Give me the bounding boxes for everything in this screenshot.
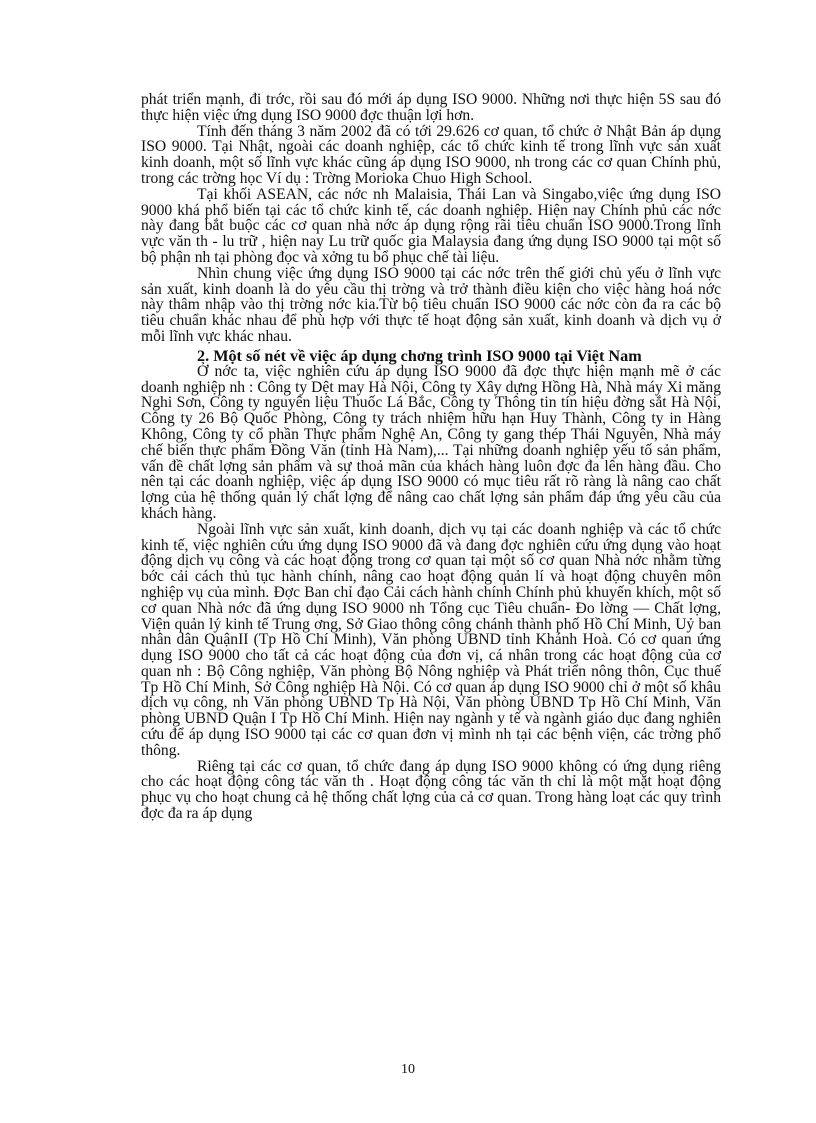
paragraph-1: phát triển mạnh, đi trớc, rồi sau đó mới áp dụng ISO 9000. Những nơi thực hiện 5S sau đó thực hiện việc ứng dụng ISO 9000 đợc thuận lợi hơn. [141, 91, 721, 124]
paragraph-5: Ở nớc ta, việc nghiên cứu áp dụng ISO 9000 đã đợc thực hiện mạnh mẽ ở các doanh nghiệp nh : Công ty Dệt may Hà Nội, Công ty Xây dựng Hồng Hà, Nhà máy Xi măng Nghi Sơn, Công ty nguyên liệu Thuốc Lá Bắc, Công ty Thông tin tín hiệu đờng sắt Hà Nội, Công ty 26 Bộ Quốc Phòng, Công ty trách nhiệm hữu hạn Huy Thành, Công ty in Hàng Không, Công ty cổ phần Thực phẩm Nghệ An, Công ty gang thép Thái Nguyên, Nhà máy chế biến thực phẩm Đồng Văn (tỉnh Hà Nam),... Tại những doanh nghiệp yếu tố sản phẩm, vấn đề chất lợng sản phẩm và sự thoả mãn của khách hàng luôn đợc đa lên hàng đầu. Cho nên tại các doanh nghiệp, việc áp dụng ISO 9000 có mục tiêu rất rõ ràng là nâng cao chất lợng của hệ thống quản lý chất lợng để nâng cao chất lợng sản phẩm đáp ứng yêu cầu của khách hàng. [141, 362, 721, 522]
paragraph-6: Ngoài lĩnh vực sản xuất, kinh doanh, dịch vụ tại các doanh nghiệp và các tổ chức kinh tế, việc nghiên cứu ứng dụng ISO 9000 đã và đang đợc nghiên cứu ứng dụng vào hoạt động dịch vụ công và các hoạt động trong cơ quan tại một số cơ quan Nhà nớc nhằm từng bớc cải cách thủ tục hành chính, nâng cao hoạt động quản lí và hoạt động chuyên môn nghiệp vụ của mình. Đợc Ban chỉ đạo Cải cách hành chính Chính phủ khuyến khích, một số cơ quan Nhà nớc đã ứng dụng ISO 9000 nh Tổng cục Tiêu chuẩn- Đo lờng — Chất lợng, Viện quản lý kinh tế Trung ơng, Sở Giao thông công chánh thành phố Hồ Chí Minh, Uỷ ban nhân dân QuậnII (Tp Hồ Chí Minh), Văn phòng UBND tỉnh Khánh Hoà. Có cơ quan ứng dụng ISO 9000 cho tất cả các hoạt động của đơn vị, cá nhân trong các hoạt động của cơ quan nh : Bộ Công nghiệp, Văn phòng Bộ Nông nghiệp và Phát triển nông thôn, Cục thuế Tp Hồ Chí Minh, Sở Công nghiệp Hà Nội. Có cơ quan áp dụng ISO 9000 chỉ ở một số khâu dịch vụ công, nh Văn phòng UBND Tp Hà Nội, Văn phòng UBND Tp Hồ Chí Minh, Văn phòng UBND Quận I Tp Hồ Chí Minh. Hiện nay ngành y tế và ngành giáo dục đang nghiên cứu để áp dụng ISO 9000 tại các cơ quan đơn vị mình nh tại các bệnh viện, các trờng phổ thông. [141, 520, 721, 759]
document-body [141, 92, 721, 822]
paragraph-7: Riêng tại các cơ quan, tổ chức đang áp dụng ISO 9000 không có ứng dụng riêng cho các hoạt động công tác văn th . Hoạt động công tác văn th chỉ là một mặt hoạt động phục vụ cho hoạt chung cả hệ thống chất lợng của cả cơ quan. Trong hàng loạt các quy trình đợc đa ra áp dụng [141, 757, 721, 823]
section-heading: 2. Một số nét về việc áp dụng chơng trình ISO 9000 tại Việt Nam [197, 346, 642, 365]
paragraph-4: Nhìn chung việc ứng dụng ISO 9000 tại các nớc trên thế giới chủ yếu ở lĩnh vực sản xuất, kinh doanh là do yêu cầu thị trờng và trở thành điều kiện cho việc hàng hoá nớc này thâm nhập vào thị trờng nớc kia.Từ bộ tiêu chuẩn ISO 9000 các nớc còn đa ra các bộ tiêu chuẩn khác nhau để phù hợp với thực tế hoạt động sản xuất, kinh doanh và dịch vụ ở mỗi lĩnh vực khác nhau. [141, 264, 721, 345]
page-number: 10 [401, 1062, 415, 1077]
paragraph-3: Tại khối ASEAN, các nớc nh Malaisia, Thái Lan và Singabo,việc ứng dụng ISO 9000 khá phổ biến tại các tổ chức kinh tế, các doanh nghiệp. Hiện nay Chính phủ các nớc này đang bắt buộc các cơ quan nhà nớc áp dụng rộng rãi tiêu chuẩn ISO 9000.Trong lĩnh vực văn th - lu trữ , hiện nay Lu trữ quốc gia Malaysia đang ứng dụng ISO 9000 tại một số bộ phận nh tại phòng đọc và xởng tu bổ phục chế tài liệu. [141, 185, 721, 266]
paragraph-2: Tính đến tháng 3 năm 2002 đã có tới 29.626 cơ quan, tổ chức ở Nhật Bản áp dụng ISO 9000. Tại Nhật, ngoài các doanh nghiệp, các tổ chức kinh tế trong lĩnh vực sản xuất kinh doanh, một số lĩnh vực khác cũng áp dụng ISO 9000, nh trong các cơ quan Chính phủ, trong các trờng học Ví dụ : Trờng Morioka Chuo High School. [141, 122, 721, 187]
